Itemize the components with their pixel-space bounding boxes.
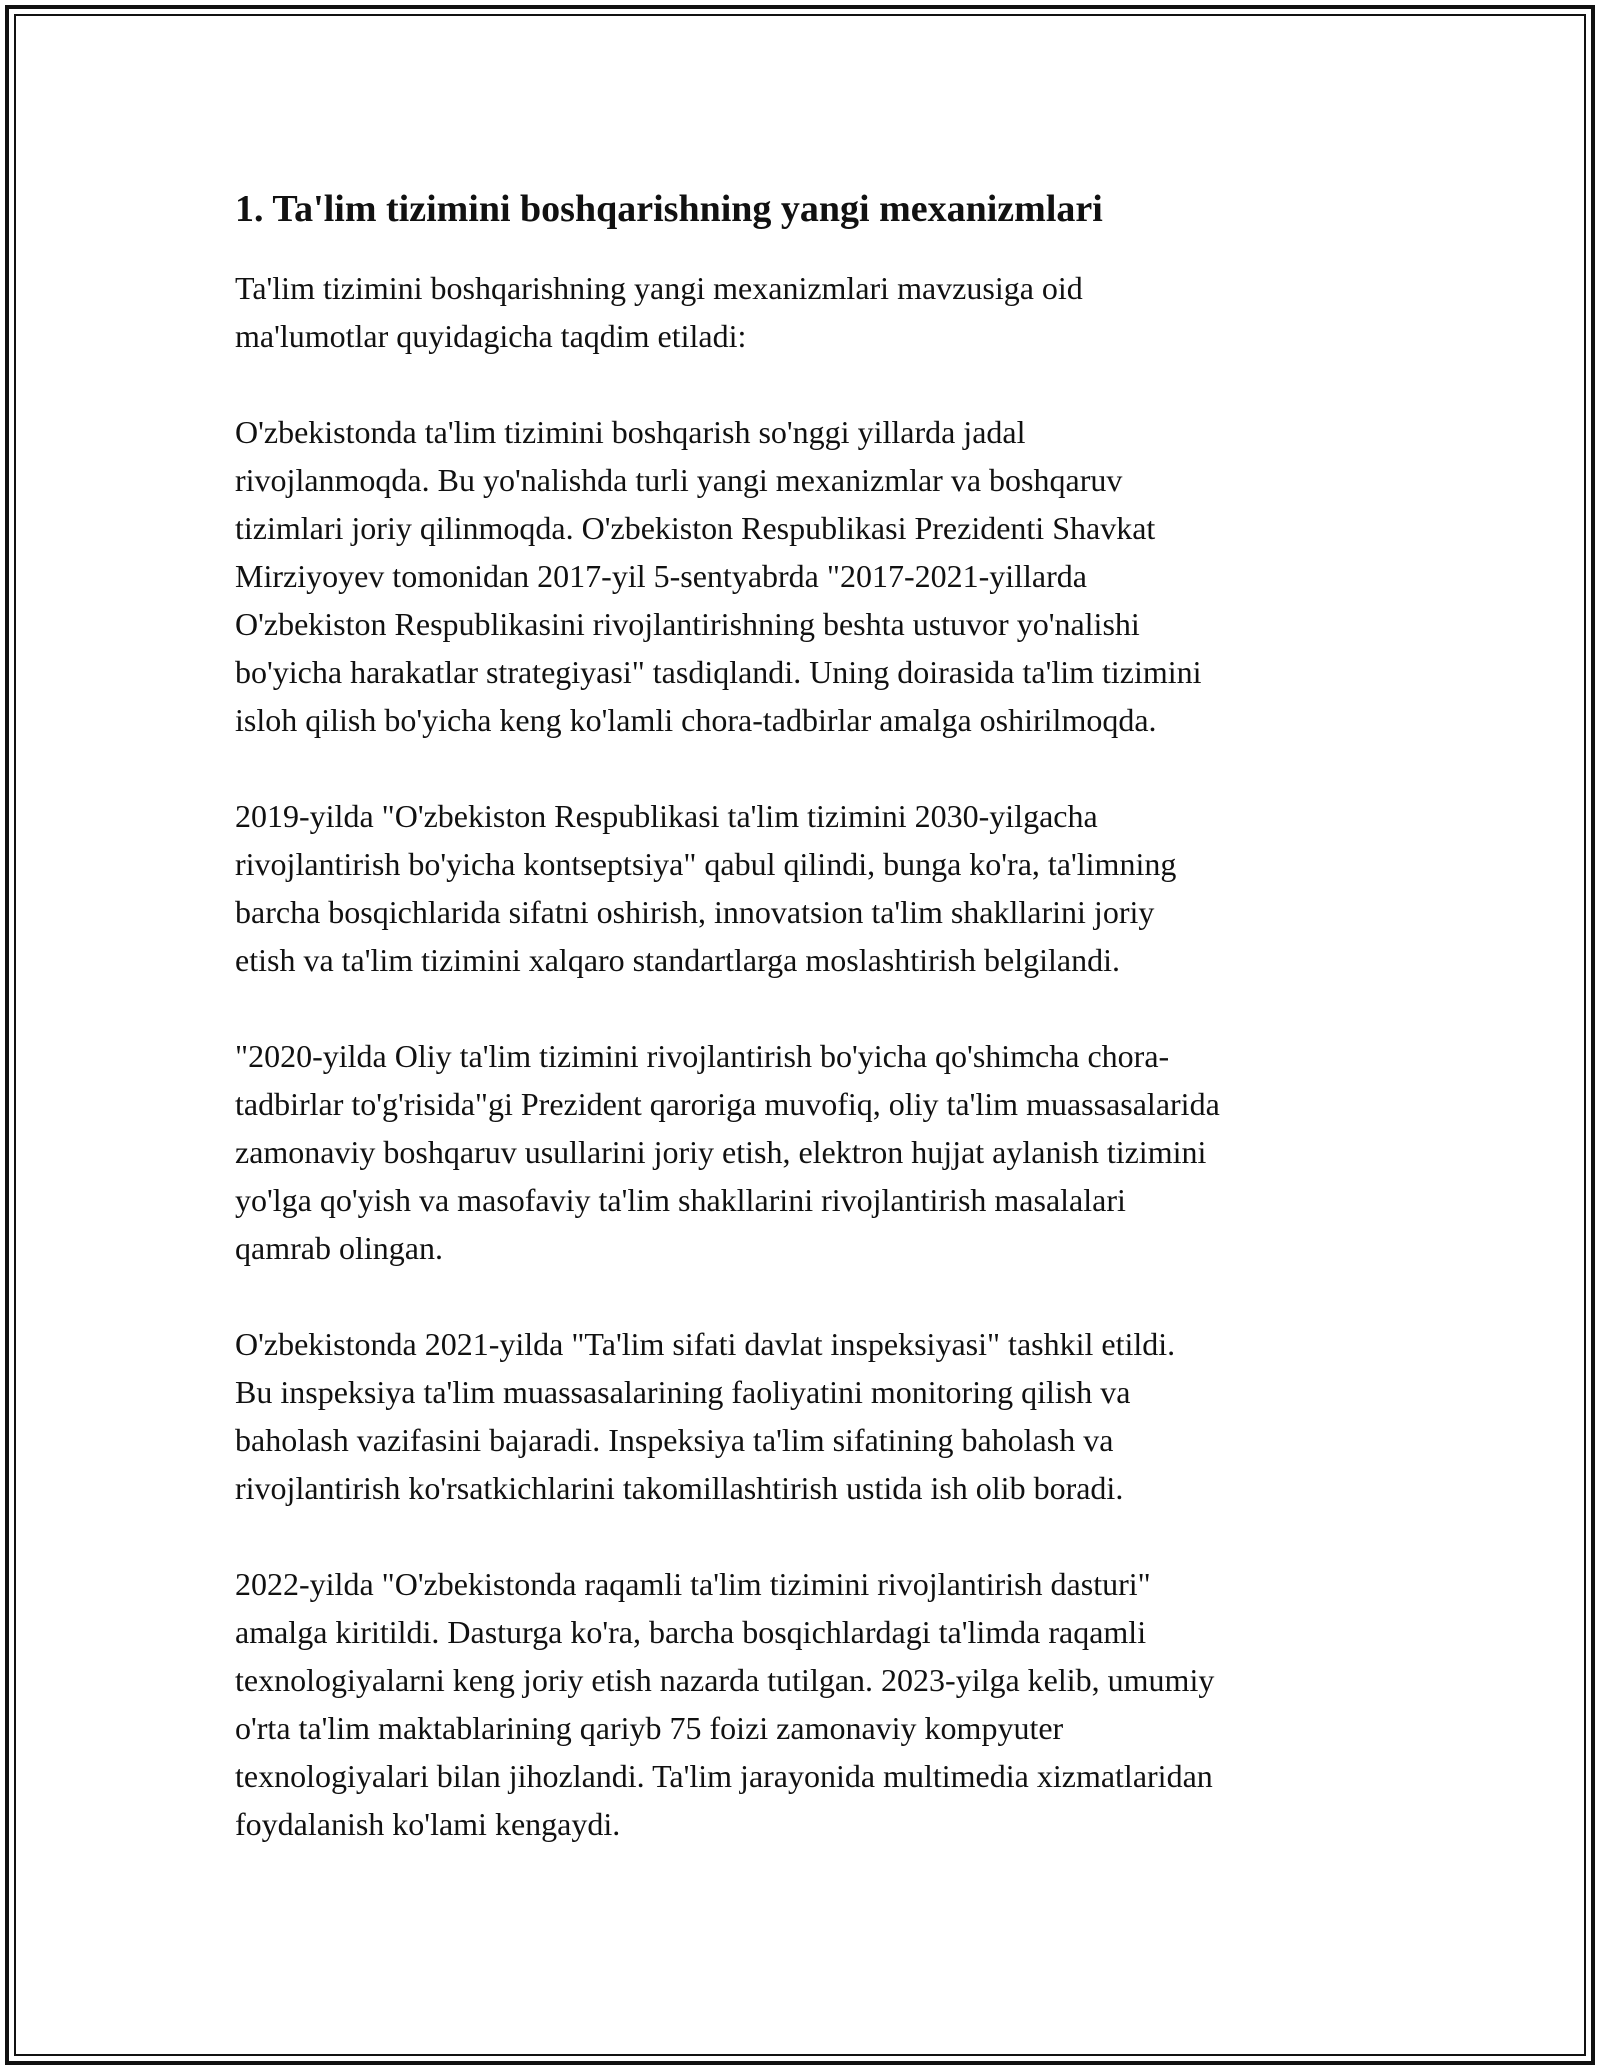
- paragraph-digital-program-2022: 2022-yilda "O'zbekistonda raqamli ta'lim tizimini rivojlantirish dasturi" amalga kiritildi. Dasturga ko'ra, barcha bosqichlardagi ta'limda raqamli texnologiyalarni keng joriy etish nazarda tutilgan. 2023-yilga kelib, umumiy o'rta ta'lim maktablarining qariyb 75 foizi zamonaviy kompyuter texnologiyalari bilan jihozlandi. Ta'lim jarayonida multimedia xizmatlaridan foydalanish ko'lami kengaydi.: [235, 1566, 1215, 1842]
- paragraph-concept-2019: 2019-yilda "O'zbekiston Respublikasi ta'lim tizimini 2030-yilgacha rivojlantirish bo'yicha kontseptsiya" qabul qilindi, bunga ko'ra, ta'limning barcha bosqichlarida sifatni oshirish, innovatsion ta'lim shakllarini joriy etish va ta'lim tizimini xalqaro standartlarga moslashtirish belgilandi.: [235, 798, 1177, 978]
- document-body: [235, 186, 1375, 1896]
- intro-paragraph: Ta'lim tizimini boshqarishning yangi mexanizmlari mavzusiga oid ma'lumotlar quyidagicha taqdim etiladi:: [235, 270, 1083, 354]
- paragraph-inspection-2021: O'zbekistonda 2021-yilda "Ta'lim sifati davlat inspeksiyasi" tashkil etildi. Bu inspeksiya ta'lim muassasalarining faoliyatini monitoring qilish va baholash vazifasini bajaradi. Inspeksiya ta'lim sifatining baholash va rivojlantirish ko'rsatkichlarini takomillashtirish ustida ish olib boradi.: [235, 1326, 1176, 1506]
- paragraph-higher-education-2020: "2020-yilda Oliy ta'lim tizimini rivojlantirish bo'yicha qo'shimcha chora- tadbirlar to'g'risida"gi Prezident qaroriga muvofiq, oliy ta'lim muassasalarida zamonaviy boshqaruv usullarini joriy etish, elektron hujjat aylanish tizimini yo'lga qo'yish va masofaviy ta'lim shakllarini rivojlantirish masalalari qamrab olingan.: [235, 1038, 1220, 1266]
- paragraph-strategy-2017: O'zbekistonda ta'lim tizimini boshqarish so'nggi yillarda jadal rivojlanmoqda. Bu yo'nalishda turli yangi mexanizmlar va boshqaruv tizimlari joriy qilinmoqda. O'zbekiston Respublikasi Prezidenti Shavkat Mirziyoyev tomonidan 2017-yil 5-sentyabrda "2017-2021-yillarda O'zbekiston Respublikasini rivojlantirishning beshta ustuvor yo'nalishi bo'yicha harakatlar strategiyasi" tasdiqlandi. Uning doirasida ta'lim tizimini isloh qilish bo'yicha keng ko'lamli chora-tadbirlar amalga oshirilmoqda.: [235, 414, 1202, 738]
- section-heading: 1. Ta'lim tizimini boshqarishning yangi mexanizmlari: [235, 188, 1103, 230]
